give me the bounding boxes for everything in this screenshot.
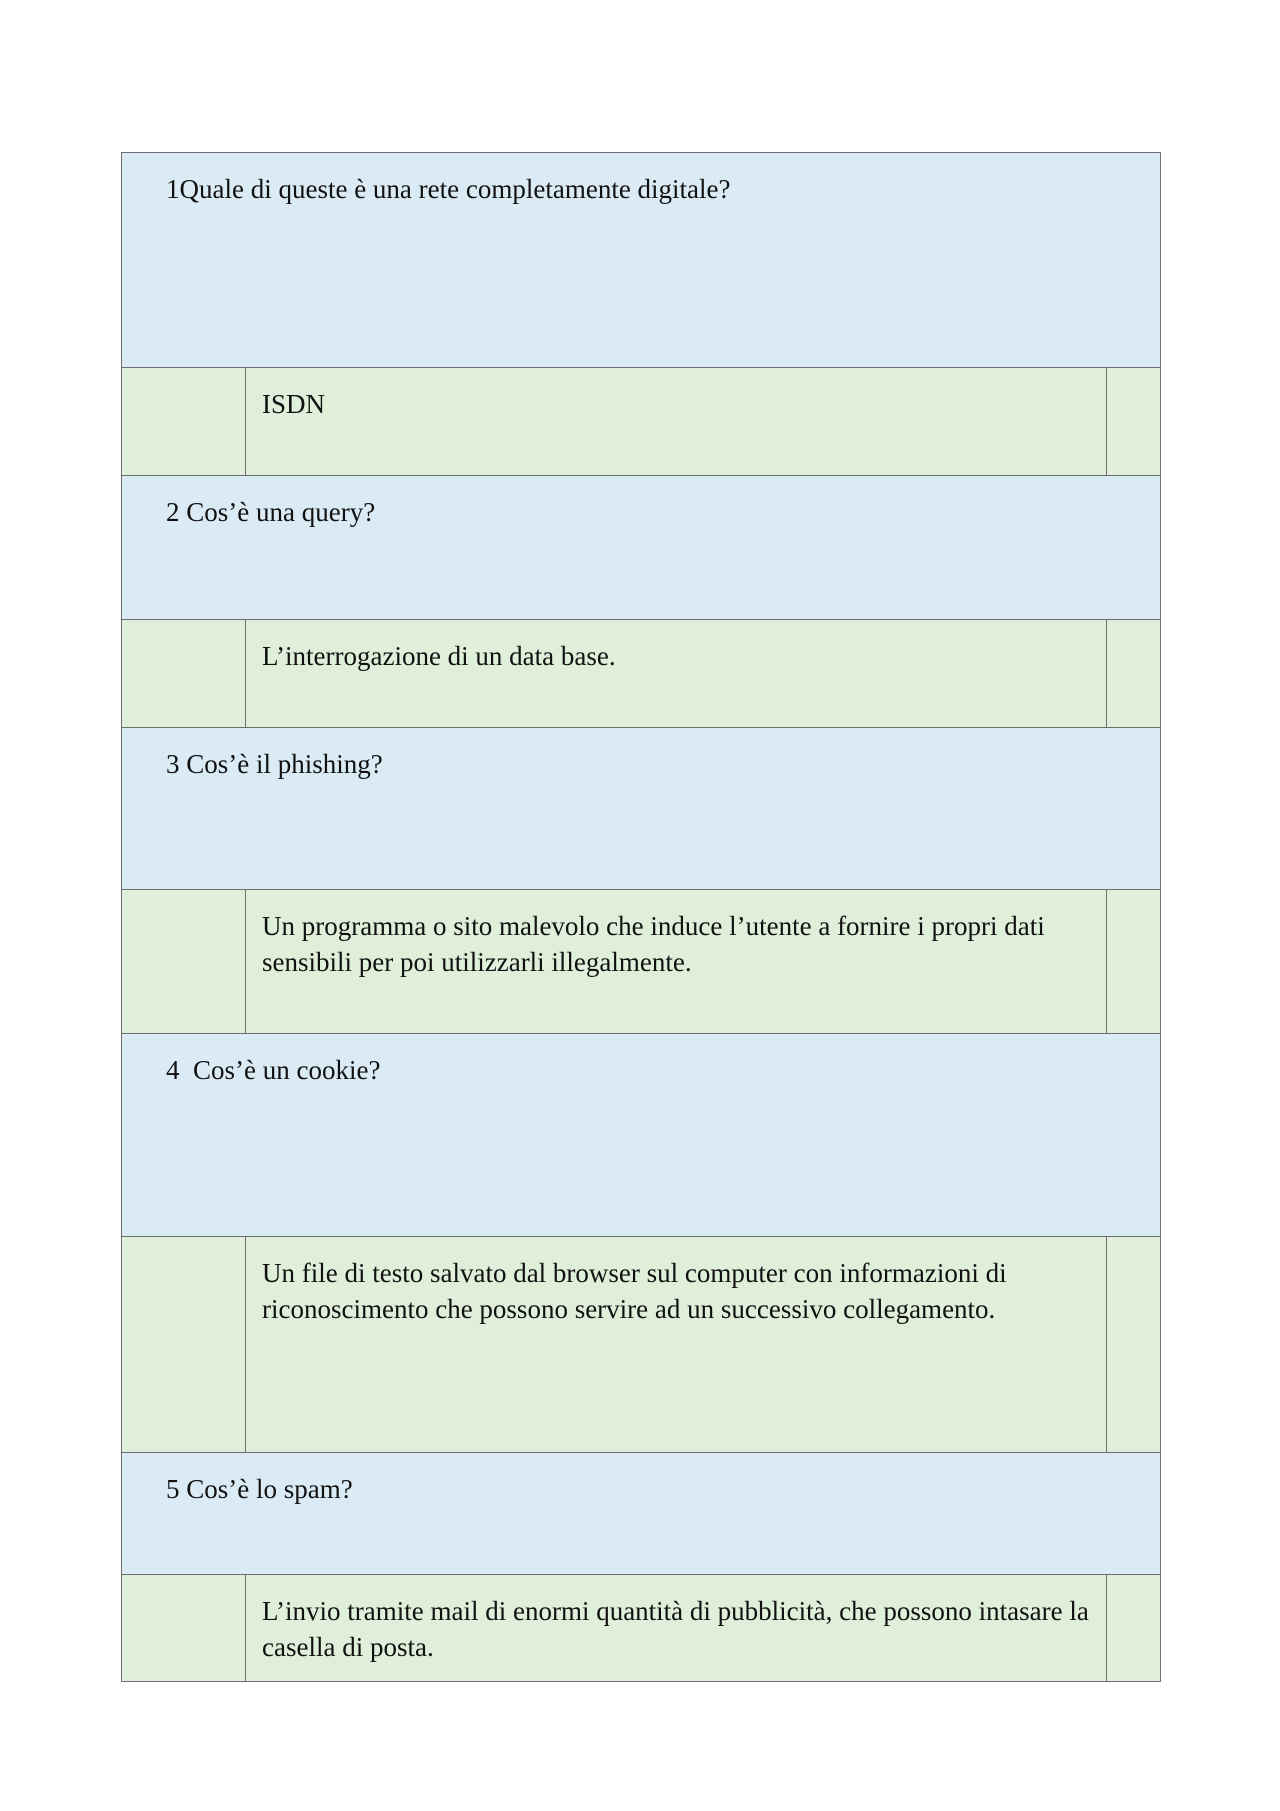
question-text: 3 Cos’è il phishing?: [166, 749, 383, 779]
answer-left-cell: [122, 1575, 246, 1681]
answer-row: [122, 1575, 1160, 1681]
answer-text: L’interrogazione di un data base.: [246, 620, 1107, 727]
answer-text: L’invio tramite mail di enormi quantità di pubblicità, che possono intasare la casella di posta.: [246, 1575, 1107, 1681]
answer-right-cell: [1107, 890, 1160, 1033]
answer-text: Un file di testo salvato dal browser sul computer con informazioni di riconoscimento che possono servire ad un successivo collegamento.: [246, 1237, 1107, 1452]
answer-row: [122, 890, 1160, 1034]
answer-right-cell: [1107, 620, 1160, 727]
answer-left-cell: [122, 620, 246, 727]
answer-row: [122, 620, 1160, 728]
answer-row: [122, 368, 1160, 476]
answer-left-cell: [122, 1237, 246, 1452]
answer-right-cell: [1107, 1575, 1160, 1681]
answer-row: [122, 1237, 1160, 1453]
answer-right-cell: [1107, 368, 1160, 475]
question-row: [122, 728, 1160, 890]
answer-text: Un programma o sito malevolo che induce l’utente a fornire i propri dati sensibili per poi utilizzarli illegalmente.: [246, 890, 1107, 1033]
answer-text: ISDN: [246, 368, 1107, 475]
question-row: [122, 153, 1160, 368]
question-row: [122, 1453, 1160, 1575]
answer-right-cell: [1107, 1237, 1160, 1452]
question-row: [122, 476, 1160, 620]
question-text: 5 Cos’è lo spam?: [166, 1474, 353, 1504]
question-text: 4 Cos’è un cookie?: [166, 1055, 381, 1085]
quiz-table: [121, 152, 1161, 1682]
question-text: 2 Cos’è una query?: [166, 497, 376, 527]
answer-left-cell: [122, 890, 246, 1033]
answer-left-cell: [122, 368, 246, 475]
question-text: 1Quale di queste è una rete completamente digitale?: [166, 174, 731, 204]
question-row: [122, 1034, 1160, 1237]
